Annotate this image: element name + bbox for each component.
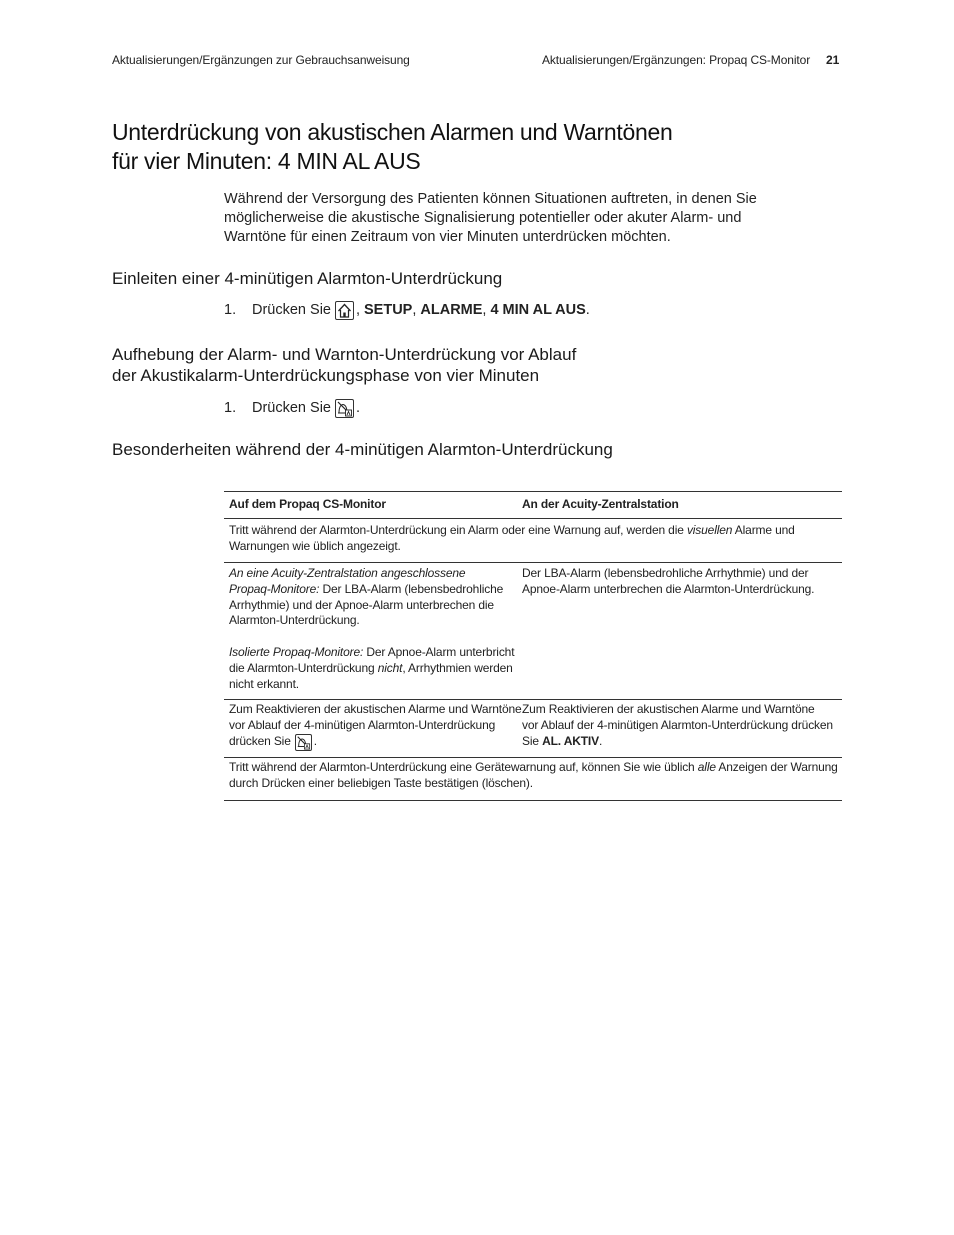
cell-emphasis: visuellen (686, 523, 733, 537)
step-separator: , (482, 302, 487, 318)
table-cell (224, 758, 842, 800)
step-end: . (355, 400, 361, 416)
table-cell-monitor (224, 700, 522, 757)
cell-text: Der Apnoe-Alarm unterbricht (363, 644, 515, 659)
alarm-silence-icon (295, 734, 312, 751)
section-heading-line-1: Aufhebung der Alarm- und Warnton-Unterdrückung vor Ablauf (112, 345, 577, 364)
cell-line: Warnungen wie üblich angezeigt. (229, 538, 401, 553)
table-cell-central-station (517, 563, 842, 699)
cell-line (229, 566, 517, 582)
step-cancel-silence (224, 398, 360, 418)
running-header-left: Aktualisierungen/Ergänzungen zur Gebrauchsanweisung (112, 53, 410, 67)
cell-text: . (313, 734, 317, 749)
section-heading-text: Einleiten einer 4-minütigen Alarmton-Unterdrückung (112, 269, 503, 288)
section-heading-text: Besonderheiten während der 4-minütigen Alarmton-Unterdrückung (112, 440, 613, 459)
cell-line (229, 661, 517, 677)
cell-line: Alarmton-Unterdrückung. (229, 613, 360, 628)
cell-line (229, 734, 517, 751)
cell-text: Tritt während der Alarmton-Unterdrückung eine Gerätewarnung auf, können Sie wie üblich (229, 760, 698, 774)
cell-line: vor Ablauf der 4-minütigen Alarmton-Unterdrückung drücken (522, 717, 833, 732)
section-heading-cancel-silence (112, 344, 576, 386)
cell-line: durch Drücken einer beliebigen Taste bestätigen (löschen). (229, 775, 533, 790)
table-row (224, 699, 842, 757)
cell-text: , Arrhythmien werden (402, 660, 513, 675)
table-cell-monitor (224, 563, 517, 699)
step-number: 1. (224, 302, 237, 318)
key-alarme: ALARME (420, 302, 483, 318)
step-separator: , (412, 302, 417, 318)
alarm-silence-icon (335, 399, 354, 418)
cell-line: Der LBA-Alarm (lebensbedrohliche Arrhythmie) und der (522, 566, 809, 580)
page-title (112, 118, 672, 176)
step-text: Drücken Sie (252, 302, 331, 318)
paragraph-gap (229, 629, 517, 645)
step-start-silence (224, 300, 590, 320)
cell-line (229, 760, 837, 776)
cell-emphasis: Isolierte Propaq-Monitore: (229, 644, 364, 659)
table-row (224, 562, 842, 699)
table-header-monitor: Auf dem Propaq CS-Monitor (229, 497, 386, 512)
section-heading-start-silence (112, 268, 502, 289)
table-cell-central-station (517, 700, 842, 757)
cell-line: vor Ablauf der 4-minütigen Alarmton-Unterdrückung (229, 717, 496, 732)
home-icon (335, 301, 354, 320)
cell-line: Zum Reaktivieren der akustischen Alarme und Warntöne (522, 702, 815, 716)
step-separator: , (355, 302, 361, 318)
cell-emphasis: alle (697, 760, 716, 774)
behavior-table (224, 491, 842, 801)
cell-line (229, 523, 837, 539)
intro-line-2: möglicherweise die akustische Signalisierung potentieller oder akuter Alarm- und (224, 210, 742, 226)
section-heading-line-2: der Akustikalarm-Unterdrückungsphase von vier Minuten (112, 366, 540, 385)
intro-line-3: Warntöne für einen Zeitraum von vier Minuten unterdrücken möchten. (224, 229, 671, 245)
cell-text: Alarme und (732, 523, 795, 537)
cell-text: . (598, 733, 603, 748)
cell-line: nicht erkannt. (229, 676, 299, 691)
table-cell (224, 520, 842, 562)
page-number: 21 (826, 53, 840, 67)
section-heading-special-cases (112, 439, 613, 460)
cell-line: Arrhythmie) und der Apnoe-Alarm unterbrechen die (229, 597, 494, 612)
cell-line: Apnoe-Alarm unterbrechen die Alarmton-Unterdrückung. (522, 581, 815, 596)
cell-emphasis: An eine Acuity-Zentralstation angeschlossene (229, 566, 466, 580)
cell-text: Anzeigen der Warnung (715, 760, 838, 774)
running-header-right: Aktualisierungen/Ergänzungen: Propaq CS-Monitor (542, 53, 811, 67)
cell-text: Der LBA-Alarm (lebensbedrohliche (319, 581, 504, 596)
step-number: 1. (224, 400, 237, 416)
table-header-central-station: An der Acuity-Zentralstation (522, 497, 679, 512)
cell-line: Zum Reaktivieren der akustischen Alarme und Warntöne (229, 702, 522, 716)
key-al-aktiv: AL. AKTIV (542, 733, 599, 748)
cell-text: die Alarmton-Unterdrückung (229, 660, 378, 675)
page-title-line-1: Unterdrückung von akustischen Alarmen und Warntönen (112, 119, 673, 145)
intro-line-1: Während der Versorgung des Patienten können Situationen auftreten, in denen Sie (224, 191, 757, 207)
cell-emphasis: nicht (377, 660, 403, 675)
cell-line (522, 734, 842, 750)
key-4-min-al-aus: 4 MIN AL AUS (490, 302, 586, 318)
cell-text: Sie (522, 733, 543, 748)
table-row (224, 757, 842, 801)
intro-paragraph (224, 190, 824, 247)
cell-emphasis: Propaq-Monitore: (229, 581, 320, 596)
cell-line (229, 645, 517, 661)
key-setup: SETUP (364, 302, 413, 318)
table-row (224, 518, 842, 562)
cell-text: Tritt während der Alarmton-Unterdrückung ein Alarm oder eine Warnung auf, werden die (229, 523, 687, 537)
page-title-line-2: für vier Minuten: 4 MIN AL AUS (112, 148, 421, 174)
step-end: . (585, 302, 590, 318)
cell-text: drücken Sie (229, 734, 291, 749)
step-text: Drücken Sie (252, 400, 331, 416)
cell-line (229, 582, 517, 598)
table-header-row (224, 491, 842, 518)
